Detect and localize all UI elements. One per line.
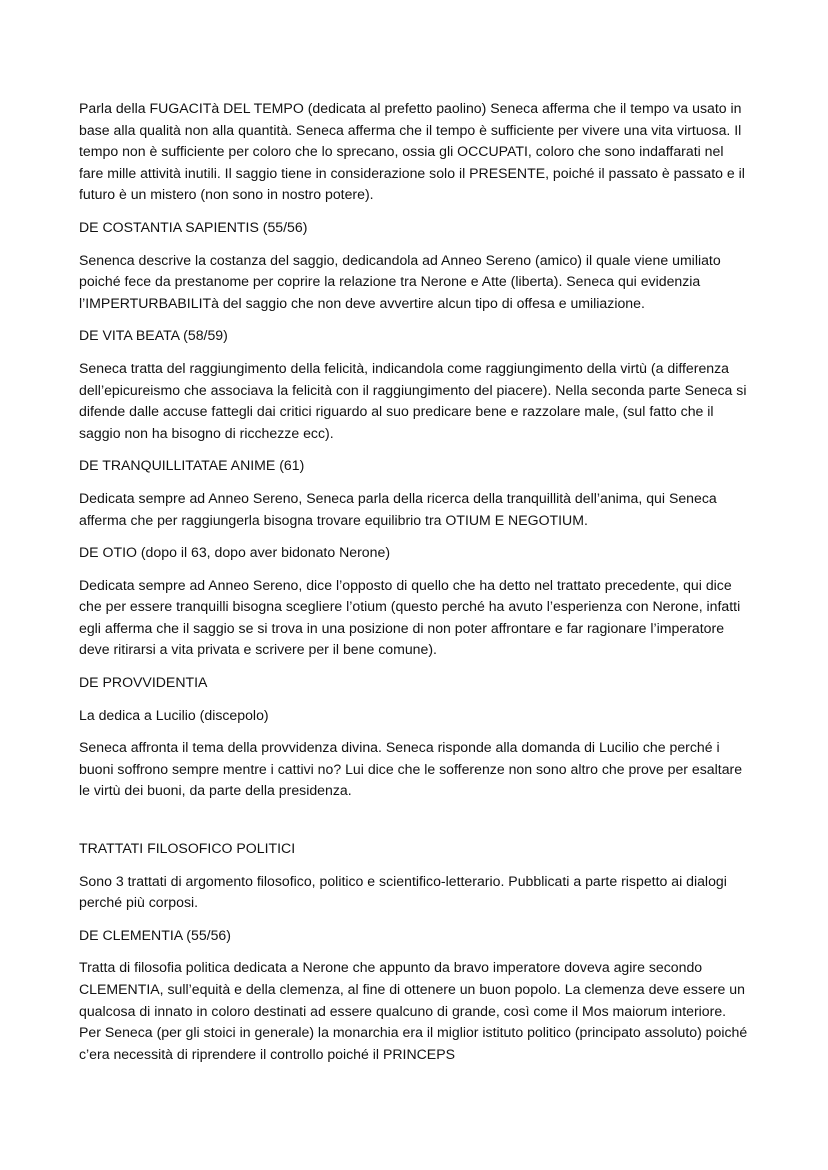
- heading-trattati-filosofico-politici: TRATTATI FILOSOFICO POLITICI: [79, 840, 296, 857]
- paragraph-fugacita-del-tempo: Parla della FUGACITà DEL TEMPO (dedicata al prefetto paolino) Seneca afferma che il tempo va usato in base alla qualità non alla quantità. Seneca afferma che il tempo è sufficiente per vivere una vita virtuosa. Il tempo non è sufficiente per coloro che lo sprecano, ossia gli OCCUPATI, coloro che sono indaffarati nel fare mille attività inutili. Il saggio tiene in considerazione solo il PRESENTE, poiché il passato è passato e il futuro è un mistero (non sono in nostro potere).: [79, 100, 745, 203]
- heading-de-tranquillitatae-anime: DE TRANQUILLITATAE ANIME (61): [79, 457, 305, 474]
- paragraph-de-costantia-sapientis: Senenca descrive la costanza del saggio, dedicandola ad Anneo Sereno (amico) il quale viene umiliato poiché fece da prestanome per coprire la relazione tra Nerone e Atte (liberta). Seneca qui evidenzia l’IMPERTURBABILITà del saggio che non deve avvertire alcun tipo di offesa e umiliazione.: [79, 251, 721, 311]
- heading-de-provvidentia: DE PROVVIDENTIA: [79, 674, 208, 691]
- paragraph-de-vita-beata: Seneca tratta del raggiungimento della felicità, indicandola come raggiungimento della virtù (a differenza dell’epicureismo che associava la felicità con il raggiungimento del piacere). Nella seconda parte Seneca si difende dalle accuse fattegli dai critici riguardo al suo predicare bene e razzolare male, (sul fatto che il saggio non ha bisogno di ricchezze ecc).: [79, 359, 747, 441]
- paragraph-de-tranquillitatae-anime: Dedicata sempre ad Anneo Sereno, Seneca parla della ricerca della tranquillità dell’anima, qui Seneca afferma che per raggiungerla bisogna trovare equilibrio tra OTIUM E NEGOTIUM.: [79, 489, 717, 528]
- document-body: [79, 98, 749, 1076]
- paragraph-de-otio: Dedicata sempre ad Anneo Sereno, dice l’opposto di quello che ha detto nel trattato precedente, qui dice che per essere tranquilli bisogna scegliere l’otium (questo perché ha avuto l’esperienza con Nerone, infatti egli afferma che il saggio se si trova in una posizione di non poter affrontare e far ragionare l’imperatore deve ritirarsi a vita privata e scrivere per il bene comune).: [79, 576, 741, 658]
- paragraph-de-provvidentia: Seneca affronta il tema della provvidenza divina. Seneca risponde alla domanda di Lucilio che perché i buoni soffrono sempre mentre i cattivi no? Lui dice che le sofferenze non sono altro che prove per esaltare le virtù dei buoni, da parte della presidenza.: [79, 739, 743, 799]
- paragraph-de-clementia: Tratta di filosofia politica dedicata a Nerone che appunto da bravo imperatore doveva agire secondo CLEMENTIA, sull’equità e della clemenza, al fine di ottenere un buon popolo. La clemenza deve essere un qualcosa di innato in coloro destinati ad essere qualcuno di grande, così come il Mos maiorum interiore. Per Seneca (per gli stoici in generale) la monarchia era il miglior istituto politico (principato assoluto) poiché c’era necessità di riprendere il controllo poiché il PRINCEPS: [79, 959, 748, 1062]
- heading-de-costantia-sapientis: DE COSTANTIA SAPIENTIS (55/56): [79, 218, 308, 235]
- paragraph-dedica-lucilio: La dedica a Lucilio (discepolo): [79, 706, 269, 723]
- heading-de-otio: DE OTIO (dopo il 63, dopo aver bidonato Nerone): [79, 544, 391, 561]
- paragraph-trattati-filosofico-politici: Sono 3 trattati di argomento filosofico, politico e scientifico-letterario. Pubblicati a parte rispetto ai dialogi perché più corposi.: [79, 872, 727, 911]
- heading-de-vita-beata: DE VITA BEATA (58/59): [79, 327, 228, 344]
- heading-de-clementia: DE CLEMENTIA (55/56): [79, 926, 231, 943]
